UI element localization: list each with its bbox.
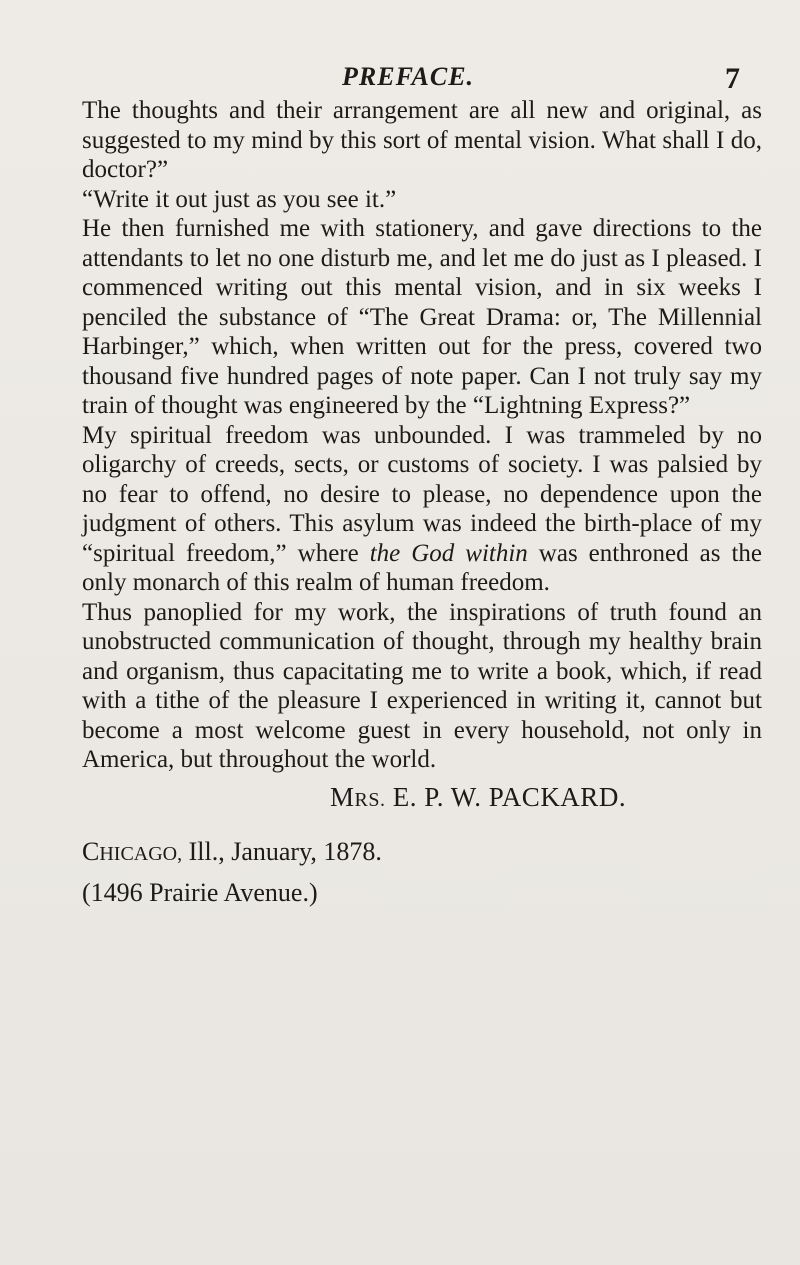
preface-text <box>82 96 762 907</box>
paragraph-4-part-1: My spiritual freedom was unbounded. I was trammeled by no oligarchy of creeds, sects, or customs of society. I was palsied by no fear to offend, no desire to please, no dependence upon the judgment of others. This asylum was indeed the birth-place of my “spiritual freedom,” where <box>82 421 762 567</box>
paragraph-3: He then furnished me with stationery, and gave directions to the attendants to let no one disturb me, and let me do just as I pleased. I commenced writing out this mental vision, and in six weeks I penciled the substance of “The Great Drama: or, The Millennial Harbinger,” which, when written out for the press, covered two thousand five hundred pages of note paper. Can I not truly say my train of thought was engineered by the “Lightning Express?” <box>82 215 762 419</box>
running-head: PREFACE. <box>342 62 475 91</box>
paragraph-4-part-2: was enthroned as the only monarch of this realm of human freedom. <box>82 539 762 596</box>
author-address: (1496 Prairie Avenue.) <box>82 877 318 907</box>
paragraph-5: Thus panoplied for my work, the inspirations of truth found an unobstructed communication of thought, through my healthy brain and organism, thus capacitating me to write a book, which, if read with a tithe of the pleasure I experienced in writing it, cannot but become a most welcome guest in every household, not only in America, but throughout the world. <box>82 598 762 773</box>
dateline-state-date: Ill., January, 1878. <box>188 837 382 866</box>
page-header <box>0 62 800 96</box>
paragraph-4 <box>82 421 762 598</box>
dateline <box>82 837 762 870</box>
author-signature <box>82 783 762 816</box>
signature-title-initial: M <box>330 781 355 812</box>
signature-name: E. P. W. PACKARD. <box>392 781 627 812</box>
paragraph-2: “Write it out just as you see it.” <box>82 185 397 213</box>
paragraph-1: The thoughts and their arrangement are all new and original, as suggested to my mind by this sort of mental vision. What shall I do, doctor?” <box>82 97 762 183</box>
signature-title-rest: RS. <box>354 788 386 811</box>
paragraph-4-italic: the God within <box>369 539 528 567</box>
dateline-city-initial: C <box>82 837 100 866</box>
dateline-city-rest: HICAGO, <box>99 843 183 865</box>
page-number: 7 <box>725 62 740 95</box>
